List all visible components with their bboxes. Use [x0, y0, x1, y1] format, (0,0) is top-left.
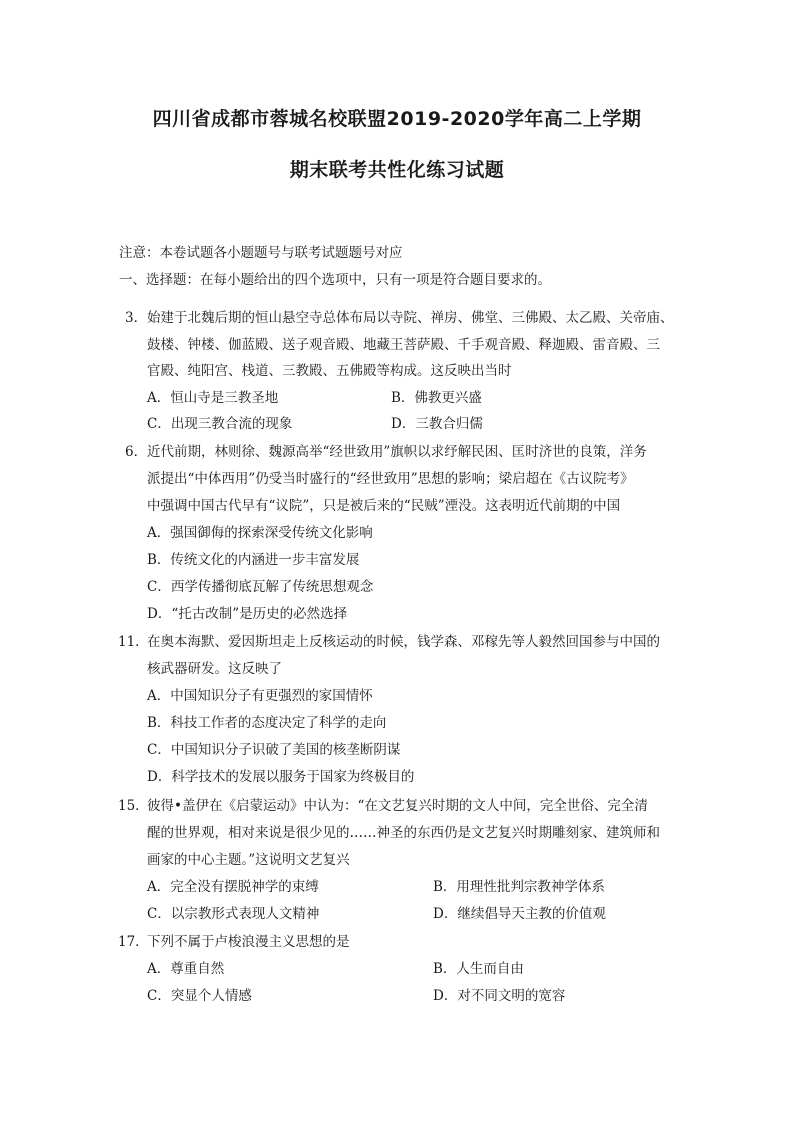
option-c: C．以宗教形式表现人文精神	[147, 906, 320, 922]
question-stem-line: 醒的世界观，相对来说是很少见的……神圣的东西仍是文艺复兴时期雕刻家、建筑师和	[147, 825, 660, 841]
option-b: B．佛教更兴盛	[391, 390, 482, 406]
question-number: 11．	[118, 634, 149, 650]
question-number: 6．	[125, 444, 148, 460]
option-a: A．中国知识分子有更强烈的家国情怀	[147, 688, 373, 704]
exam-note: 注意：本卷试题各小题题号与联考试题题号对应	[119, 245, 403, 261]
question-stem-line: 官殿、纯阳宫、栈道、三教殿、五佛殿等构成。这反映出当时	[147, 363, 512, 379]
option-c: C．中国知识分子识破了美国的核垄断阴谋	[147, 742, 401, 758]
question-stem-line: 核武器研发。这反映了	[147, 661, 282, 677]
document-title-line-2: 期末联考共性化练习试题	[289, 159, 505, 181]
option-a: A．恒山寺是三教圣地	[147, 390, 279, 406]
option-c: C．西学传播彻底瓦解了传统思想观念	[147, 579, 374, 595]
question-stem-line: 在奥本海默、爱因斯坦走上反核运动的时候，钱学森、邓稼先等人毅然回国参与中国的	[147, 634, 660, 650]
option-c: C．出现三教合流的现象	[147, 416, 293, 432]
option-d: D．“托古改制”是历史的必然选择	[147, 606, 348, 622]
option-c: C．突显个人情感	[147, 988, 252, 1004]
question-number: 3．	[125, 310, 148, 326]
option-d: D．三教合归儒	[391, 416, 483, 432]
question-stem-line: 画家的中心主题。”这说明文艺复兴	[147, 852, 350, 868]
option-a: A．强国御侮的探索深受传统文化影响	[147, 525, 373, 541]
question-stem-line: 近代前期，林则徐、魏源高举“经世致用”旗帜以求纾解民困、匡时济世的良策，洋务	[147, 444, 647, 460]
question-stem-line: 派提出“中体西用”仍受当时盛行的“经世致用”思想的影响；梁启超在《古议院考》	[147, 471, 634, 487]
option-b: B．传统文化的内涵进一步丰富发展	[147, 552, 360, 568]
option-d: D．对不同文明的宽容	[433, 988, 566, 1004]
option-b: B．科技工作者的态度决定了科学的走向	[147, 715, 387, 731]
option-b: B．人生而自由	[433, 961, 524, 977]
question-stem-line: 始建于北魏后期的恒山悬空寺总体布局以寺院、禅房、佛堂、三佛殿、太乙殿、关帝庙、	[147, 310, 674, 326]
option-a: A．完全没有摆脱神学的束缚	[147, 879, 319, 895]
section-heading: 一、选择题：在每小题给出的四个选项中，只有一项是符合题目要求的。	[119, 272, 551, 288]
question-stem-line: 彼得•盖伊在《启蒙运动》中认为：“在文艺复兴时期的文人中间，完全世俗、完全清	[147, 798, 648, 814]
question-stem-line: 中强调中国古代早有“议院”，只是被后来的“民贼”湮没。这表明近代前期的中国	[147, 498, 621, 514]
question-stem-line: 鼓楼、钟楼、伽蓝殿、送子观音殿、地藏王菩萨殿、千手观音殿、释迦殿、雷音殿、三	[147, 337, 660, 353]
document-title-line-1: 四川省成都市蓉城名校联盟2019-2020学年高二上学期	[152, 108, 642, 130]
option-a: A．尊重自然	[147, 961, 225, 977]
question-stem-line: 下列不属于卢梭浪漫主义思想的是	[147, 934, 350, 950]
option-b: B．用理性批判宗教神学体系	[433, 879, 605, 895]
question-number: 17．	[118, 934, 149, 950]
option-d: D．科学技术的发展以服务于国家为终极目的	[147, 769, 415, 785]
option-d: D．继续倡导天主教的价值观	[433, 906, 606, 922]
question-number: 15．	[118, 798, 149, 814]
